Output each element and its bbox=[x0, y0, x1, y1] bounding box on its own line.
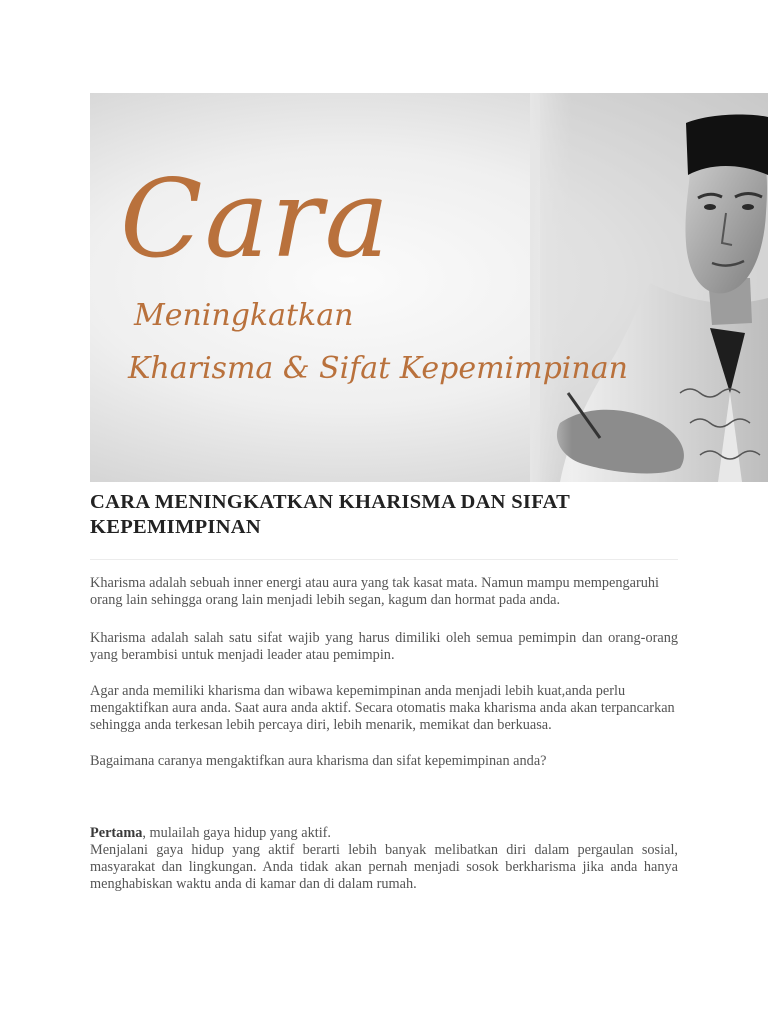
hero-script-subtitle-2: Kharisma & Sifat Kepemimpinan bbox=[128, 351, 628, 386]
point-lead: Pertama bbox=[90, 825, 143, 841]
portrait-photo bbox=[90, 93, 768, 482]
article-title-line-2: KEPEMIMPINAN bbox=[90, 516, 262, 538]
article-title bbox=[90, 490, 690, 540]
point-lead-rest: , mulailah gaya hidup yang aktif. bbox=[142, 825, 331, 841]
article-title-line-1: CARA MENINGKATKAN KHARISMA DAN SIFAT bbox=[90, 491, 571, 513]
paragraph-1: Kharisma adalah sebuah inner energi atau aura yang tak kasat mata. Namun mampu mempengaruhi orang lain sehingga orang lain menjadi lebih segan, kagum dan hormat pada anda. bbox=[90, 575, 660, 608]
paragraph-2: Kharisma adalah salah satu sifat wajib yang harus dimiliki oleh semua pemimpin dan orang-orang yang berambisi untuk menjadi leader atau pemimpin. bbox=[90, 630, 678, 663]
paragraph-3: Agar anda memiliki kharisma dan wibawa kepemimpinan anda menjadi lebih kuat,anda perlu mengaktifkan aura anda. Saat aura anda aktif. Secara otomatis maka kharisma anda akan terpancarkan sehingga anda terkesan lebih percaya diri, lebih menarik, memikat dan berkuasa. bbox=[90, 683, 675, 733]
hero-banner bbox=[90, 93, 768, 482]
title-divider bbox=[90, 559, 678, 560]
point-body: Menjalani gaya hidup yang aktif berarti lebih banyak melibatkan diri dalam pergaulan sosial, masyarakat dan lingkungan. Anda tidak akan pernah menjadi sosok berkharisma jika anda hanya menghabiskan waktu anda di kamar dan di dalam rumah. bbox=[90, 842, 678, 892]
hero-script-subtitle-1: Meningkatkan bbox=[134, 298, 354, 333]
paragraph-4: Bagaimana caranya mengaktifkan aura kharisma dan sifat kepemimpinan anda? bbox=[90, 753, 547, 769]
hero-script-title: Cara bbox=[120, 157, 392, 282]
point-section bbox=[90, 825, 678, 893]
